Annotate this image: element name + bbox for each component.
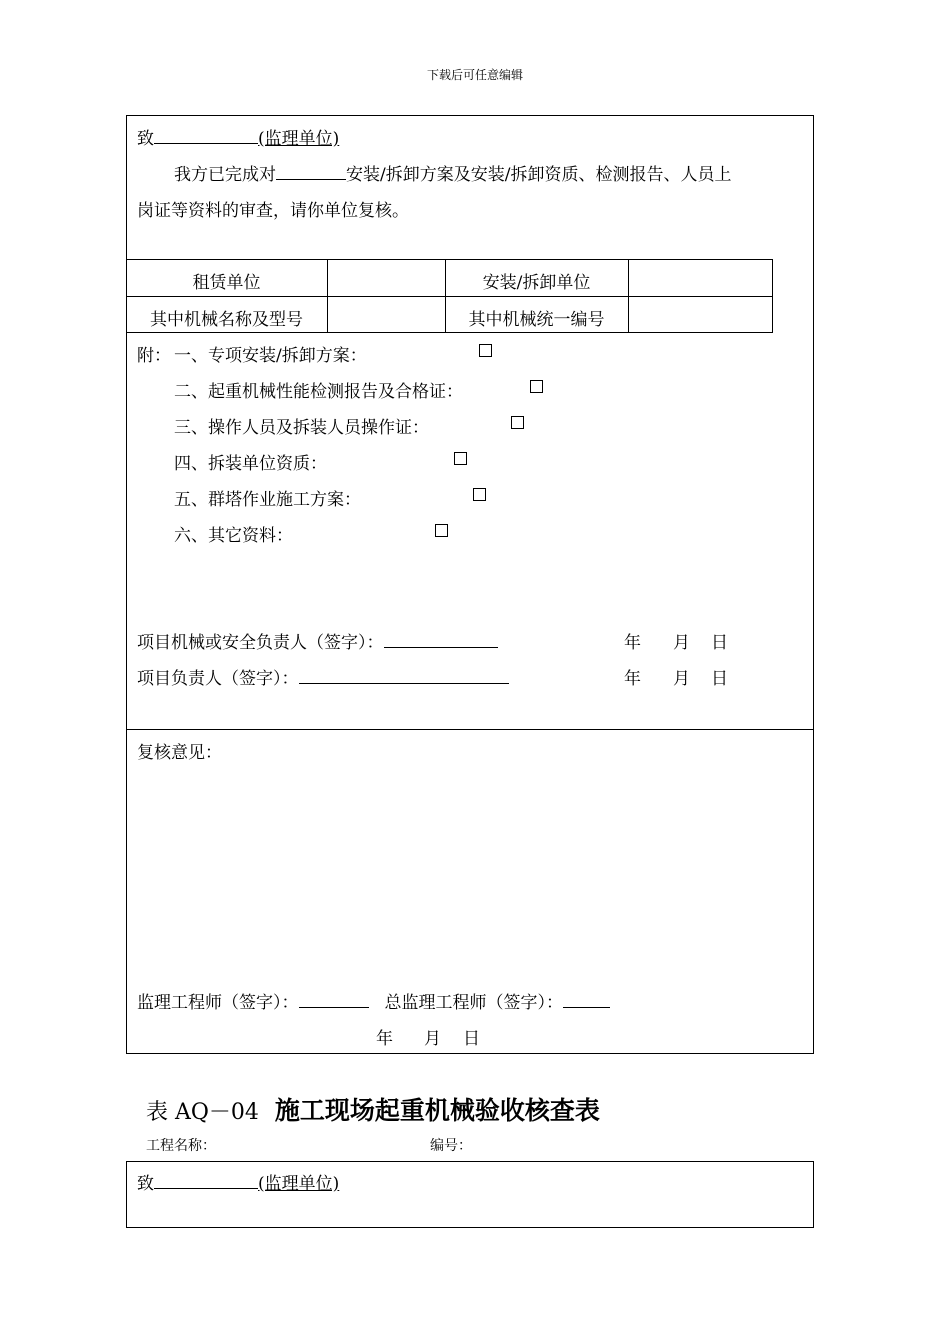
- chief-engineer-blank[interactable]: [563, 989, 610, 1008]
- form1-para-line1: [174, 160, 731, 185]
- scheme-blank[interactable]: [276, 161, 346, 180]
- attachment-2-checkbox[interactable]: [530, 380, 543, 393]
- cell-machine-name-value[interactable]: [327, 305, 445, 325]
- cell-machine-code-value[interactable]: [628, 305, 772, 325]
- attachment-1-checkbox[interactable]: [479, 344, 492, 357]
- sign2-line: [137, 664, 509, 689]
- review-date-day: 日: [463, 1029, 480, 1049]
- attachment-item-3: 三、操作人员及拆装人员操作证：: [174, 418, 429, 438]
- form2-to-prefix: 致: [137, 1174, 154, 1194]
- attachment-4-checkbox[interactable]: [454, 452, 467, 465]
- form1-to-line: [137, 124, 339, 149]
- review-label: 复核意见：: [137, 743, 222, 763]
- attachment-item-6: 六、其它资料：: [174, 526, 293, 546]
- sign2-date-month: 月: [673, 669, 690, 689]
- cell-rental-unit-value[interactable]: [327, 268, 445, 288]
- sign2-date-day: 日: [711, 669, 728, 689]
- form2-supervisor-unit-blank[interactable]: [154, 1170, 258, 1189]
- review-date-year: 年: [376, 1029, 393, 1049]
- to-prefix: 致: [137, 129, 154, 149]
- form2-title-line: [146, 1091, 600, 1127]
- form2-to-line: [137, 1169, 339, 1194]
- attachment-3-checkbox[interactable]: [511, 416, 524, 429]
- attachment-item-5: 五、群塔作业施工方案：: [174, 490, 361, 510]
- engineer-sign-line: [137, 988, 610, 1013]
- attachment-item-2: 二、起重机械性能检测报告及合格证：: [174, 382, 463, 402]
- sign1-blank[interactable]: [384, 629, 498, 648]
- attachment-item-1: 一、专项安装/拆卸方案：: [174, 346, 367, 366]
- para-text-b: 安装/拆卸方案及安装/拆卸资质、检测报告、人员上: [346, 165, 732, 185]
- review-divider: [126, 729, 814, 730]
- sign1-date-day: 日: [711, 633, 728, 653]
- attachment-6-checkbox[interactable]: [435, 524, 448, 537]
- inner-table-top: [126, 259, 773, 260]
- review-date-month: 月: [424, 1029, 441, 1049]
- chief-engineer-label: 总监理工程师（签字）：: [384, 993, 563, 1013]
- attachment-item-4: 四、拆装单位资质：: [174, 454, 327, 474]
- sign1-date-year: 年: [624, 633, 641, 653]
- inner-table-bottom: [126, 332, 773, 333]
- cell-machine-code-label: 其中机械统一编号: [468, 310, 605, 330]
- form1-para-line2: 岗证等资料的审查，请你单位复核。: [137, 201, 409, 221]
- to-suffix: (监理单位): [258, 129, 340, 149]
- sign2-blank[interactable]: [299, 665, 509, 684]
- engineer-blank[interactable]: [299, 989, 369, 1008]
- number-label: 编号：: [430, 1138, 472, 1154]
- header-note: 下载后可任意编辑: [426, 68, 523, 82]
- inner-table-v4: [772, 259, 773, 332]
- sign1-date-month: 月: [673, 633, 690, 653]
- form2-to-suffix: (监理单位): [258, 1174, 340, 1194]
- cell-rental-unit-label: 租赁单位: [192, 273, 261, 293]
- supervisor-unit-blank[interactable]: [154, 125, 258, 144]
- project-name-label: 工程名称：: [146, 1138, 216, 1154]
- engineer-label: 监理工程师（签字）：: [137, 993, 299, 1013]
- cell-machine-name-label: 其中机械名称及型号: [150, 310, 303, 330]
- form2-title: 施工现场起重机械验收核查表: [274, 1096, 600, 1125]
- attachments-prefix: 附：: [137, 346, 171, 366]
- sign1-line: [137, 628, 498, 653]
- cell-install-unit-label: 安装/拆卸单位: [482, 273, 591, 293]
- inner-table-mid: [126, 296, 773, 297]
- attachment-5-checkbox[interactable]: [473, 488, 486, 501]
- sign2-date-year: 年: [624, 669, 641, 689]
- sign2-label: 项目负责人（签字）：: [137, 669, 299, 689]
- review-text-area[interactable]: [137, 766, 797, 976]
- para-text-a: 我方已完成对: [174, 165, 276, 185]
- form2-table-code: 表 AQ－04: [146, 1100, 259, 1125]
- sign1-label: 项目机械或安全负责人（签字）：: [137, 633, 384, 653]
- cell-install-unit-value[interactable]: [628, 268, 772, 288]
